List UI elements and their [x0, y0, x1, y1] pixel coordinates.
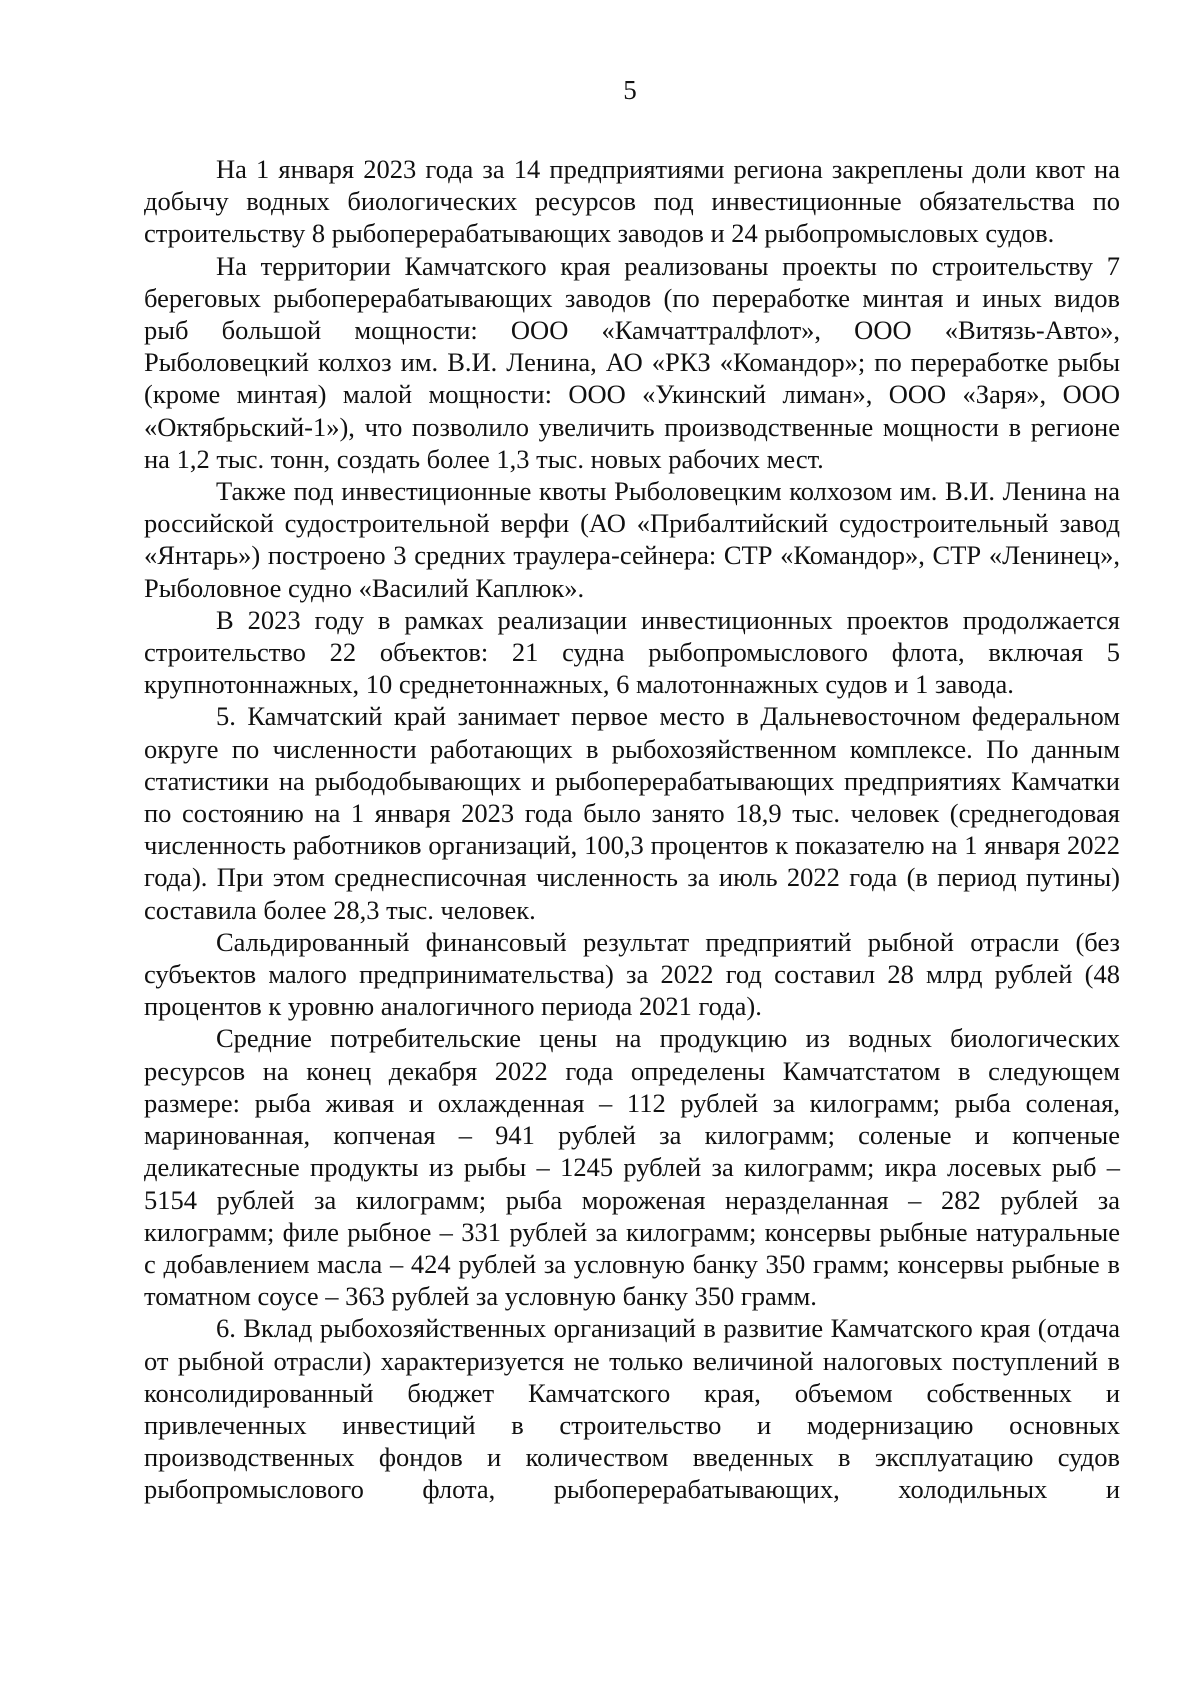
- paragraph-coastal-plants: На территории Камчатского края реализованы проекты по строительству 7 береговых рыбоперерабатывающих заводов (по переработке минтая и иных видов рыб большой мощности: ООО «Камчаттралфлот», ООО «Витязь-Авто», Рыболовецкий колхоз им. В.И. Ленина, АО «РКЗ «Командор»; по переработке рыбы (кроме минтая) малой мощности: ООО «Укинский лиман», ООО «Заря», ООО «Октябрьский-1»), что позволило увеличить производственные мощности в регионе на 1,2 тыс. тонн, создать более 1,3 тыс. новых рабочих мест.: [144, 250, 1120, 474]
- paragraph-contribution: 6. Вклад рыбохозяйственных организаций в развитие Камчатского края (отдача от рыбной отрасли) характеризуется не только величиной налоговых поступлений в консолидированный бюджет Камчатского края, объемом собственных и привлеченных инвестиций в строительство и модернизацию основных производственных фондов и количеством введенных в эксплуатацию судов рыбопромыслового флота, рыбоперерабатывающих, холодильных и: [144, 1313, 1120, 1505]
- paragraph-financial-result: Сальдированный финансовый результат предприятий рыбной отрасли (без субъектов малого предпринимательства) за 2022 год составил 28 млрд рублей (48 процентов к уровню аналогичного периода 2021 года).: [144, 926, 1120, 1022]
- paragraph-consumer-prices: Средние потребительские цены на продукцию из водных биологических ресурсов на конец декабря 2022 года определены Камчатстатом в следующем размере: рыба живая и охлажденная – 112 рублей за килограмм; рыба соленая, маринованная, копченая – 941 рублей за килограмм; соленые и копченые деликатесные продукты из рыбы – 1245 рублей за килограмм; икра лосевых рыб – 5154 рублей за килограмм; рыба мороженая неразделанная – 282 рублей за килограмм; филе рыбное – 331 рублей за килограмм; консервы рыбные натуральные с добавлением масла – 424 рублей за условную банку 350 грамм; консервы рыбные в томатном соусе – 363 рублей за условную банку 350 грамм.: [144, 1023, 1120, 1312]
- paragraph-employment: 5. Камчатский край занимает первое место в Дальневосточном федеральном округе по численности работающих в рыбохозяйственном комплексе. По данным статистики на рыбодобывающих и рыбоперерабатывающих предприятиях Камчатки по состоянию на 1 января 2023 года было занято 18,9 тыс. человек (среднегодовая численность работников организаций, 100,3 процентов к показателю на 1 января 2022 года). При этом среднесписочная численность за июль 2022 года (в период путины) составила более 28,3 тыс. человек.: [144, 701, 1120, 925]
- paragraph-investment-quotas: На 1 января 2023 года за 14 предприятиями региона закреплены доли квот на добычу водных биологических ресурсов под инвестиционные обязательства по строительству 8 рыбоперерабатывающих заводов и 24 рыбопромысловых судов.: [144, 154, 1120, 249]
- paragraph-trawlers: Также под инвестиционные квоты Рыболовецким колхозом им. В.И. Ленина на российской судостроительной верфи (АО «Прибалтийский судостроительный завод «Янтарь») построено 3 средних траулера-сейнера: СТР «Командор», СТР «Ленинец», Рыболовное судно «Василий Каплюк».: [144, 476, 1120, 603]
- paragraph-construction-2023: В 2023 году в рамках реализации инвестиционных проектов продолжается строительство 22 объектов: 21 судна рыбопромыслового флота, включая 5 крупнотоннажных, 10 среднетоннажных, 6 малотоннажных судов и 1 завода.: [144, 604, 1120, 700]
- document-body: [144, 153, 1120, 1506]
- page-number: 5: [623, 75, 637, 105]
